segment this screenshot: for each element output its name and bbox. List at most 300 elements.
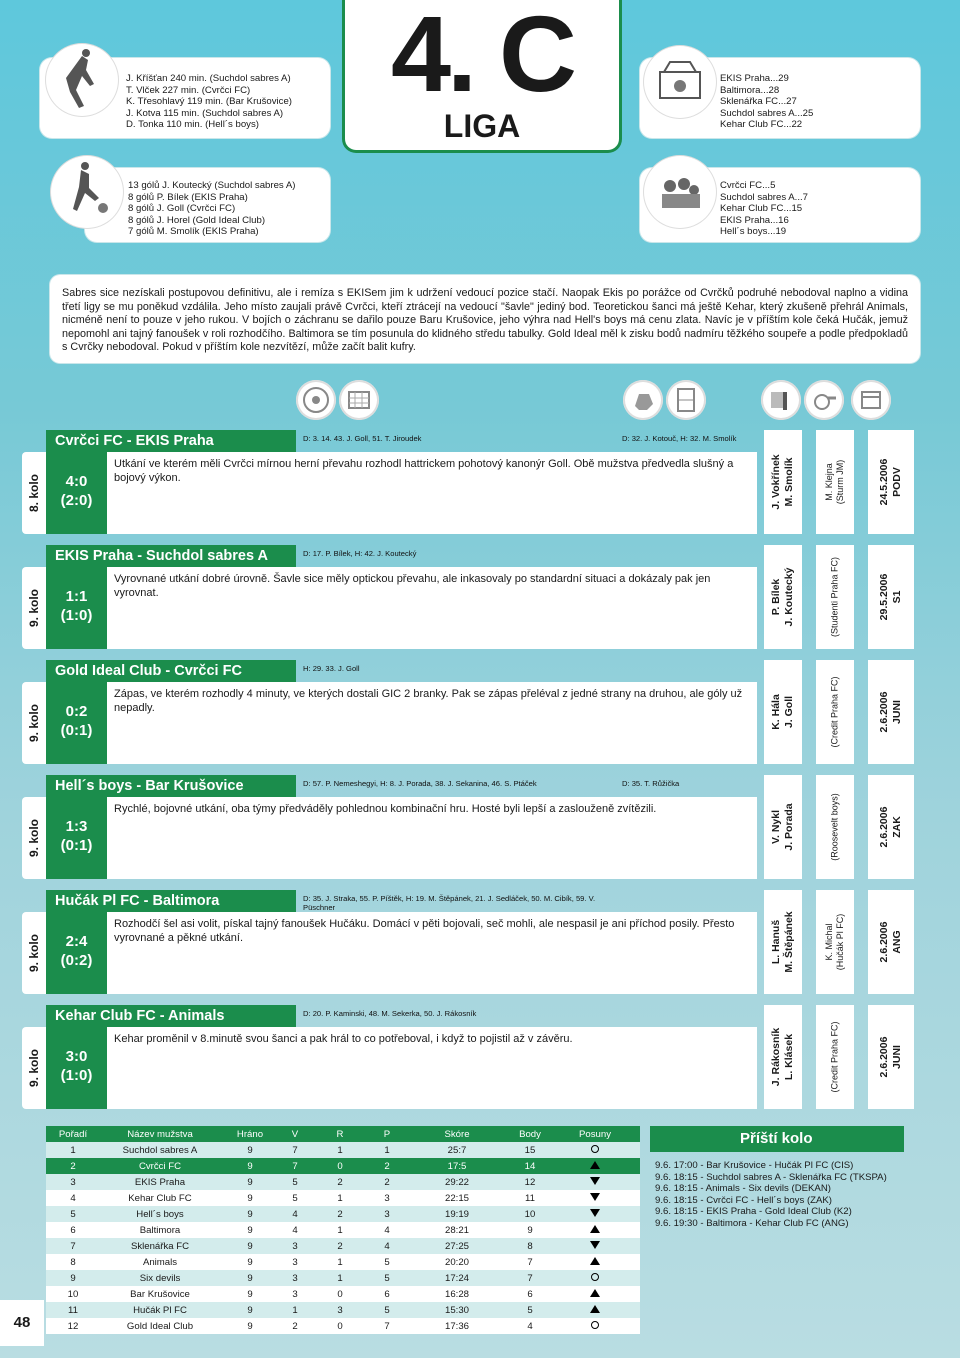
best-players	[764, 890, 802, 994]
standings-header-row	[46, 1126, 640, 1142]
score-box	[46, 797, 107, 879]
best-player-1: L. Hanuš	[770, 919, 782, 965]
minutes-item: D. Tonka 110 min. (Hell´s boys)	[126, 119, 259, 131]
no-change-icon	[591, 1145, 599, 1153]
match-card	[22, 1005, 942, 1109]
table-cell: 3	[280, 1286, 310, 1302]
pitch-icon	[666, 380, 706, 420]
fairplay-box	[640, 58, 920, 138]
table-cell: 11	[510, 1190, 550, 1206]
table-cell: 19:19	[404, 1206, 510, 1222]
table-cell: 15:30	[404, 1302, 510, 1318]
best-player-1: J. Rákosník	[770, 1027, 782, 1087]
goals-list	[128, 180, 328, 238]
table-cell: Animals	[100, 1254, 220, 1270]
cards-item: Kehar Club FC...15	[720, 203, 803, 215]
fairplay-item: Kehar Club FC...22	[720, 119, 803, 131]
table-cell: 9	[220, 1190, 280, 1206]
match-venue: ANG	[891, 930, 903, 954]
match-date: 2.6.2006	[878, 691, 890, 733]
table-cell: 9	[220, 1174, 280, 1190]
referee	[816, 430, 854, 534]
table-cell: 14	[510, 1158, 550, 1174]
referee-name: K. Michal	[824, 923, 834, 961]
table-cell: 5	[370, 1270, 404, 1286]
table-cell: 4	[370, 1222, 404, 1238]
scorers-home: D: 20. P. Kaminski, 48. M. Sekerka, 50. J. Rákosník	[303, 1009, 477, 1018]
table-row	[46, 1238, 640, 1254]
move-cell	[550, 1190, 640, 1206]
match-venue: PODV	[891, 467, 903, 497]
scorers-home: D: 3. 14. 43. J. Goll, 51. T. Jiroudek	[303, 434, 422, 443]
table-cell: 5	[280, 1174, 310, 1190]
whistle-icon	[804, 380, 844, 420]
table-cell: 1	[310, 1190, 370, 1206]
table-row	[46, 1174, 640, 1190]
table-cell: 9	[220, 1158, 280, 1174]
goals-box	[85, 168, 330, 242]
match-date: 24.5.2006	[878, 458, 890, 506]
standings-table	[46, 1126, 640, 1334]
minutes-item: J. Kotva 115 min. (Suchdol sabres A)	[126, 107, 284, 119]
table-cell: Suchdol sabres A	[100, 1142, 220, 1158]
minutes-item: T. Vlček 227 min. (Cvrčci FC)	[126, 84, 251, 96]
col-losses: P	[370, 1126, 404, 1142]
table-cell: 7	[370, 1318, 404, 1334]
final-score: 1:3	[65, 818, 88, 835]
move-cell	[550, 1206, 640, 1222]
match-title: Gold Ideal Club - Cvrčci FC	[46, 660, 296, 682]
round-label	[22, 452, 46, 534]
round-label	[22, 682, 46, 764]
no-change-icon	[591, 1321, 599, 1329]
table-cell: 2	[370, 1158, 404, 1174]
trophy-icon	[644, 46, 716, 118]
next-round-item: 9.6. 18:15 - EKIS Praha - Gold Ideal Club (K2)	[655, 1206, 852, 1218]
match-body	[107, 797, 757, 879]
final-score: 4:0	[65, 473, 88, 490]
fairplay-item: Baltimora...28	[720, 84, 780, 96]
match-title: Kehar Club FC - Animals	[46, 1005, 296, 1027]
glove-icon	[623, 380, 663, 420]
next-round-header	[650, 1126, 904, 1152]
scorers-home: H: 29. 33. J. Goll	[303, 664, 360, 673]
table-row	[46, 1302, 640, 1318]
table-cell: 5	[510, 1302, 550, 1318]
table-cell: 9	[220, 1254, 280, 1270]
half-score: (0:2)	[60, 952, 93, 969]
best-player-1: K. Hála	[770, 694, 782, 730]
standings-table-wrap	[46, 1126, 640, 1334]
table-cell: 8	[46, 1254, 100, 1270]
table-cell: 3	[310, 1302, 370, 1318]
table-cell: 9	[510, 1222, 550, 1238]
move-cell	[550, 1318, 640, 1334]
referee-club: (Credit Praha FC)	[829, 676, 840, 748]
final-score: 0:2	[65, 703, 88, 720]
round-label	[22, 567, 46, 649]
score-box	[46, 912, 107, 994]
number-one-icon	[761, 380, 801, 420]
match-venue: ZAK	[891, 816, 903, 838]
final-score: 2:4	[65, 933, 88, 950]
match-report: Rychlé, bojovné utkání, oba týmy předváděly pohlednou kombinační hru. Hosté byli lepší a zaslouženě zvítězili.	[114, 803, 657, 815]
table-cell: 7	[510, 1270, 550, 1286]
match-title: Hell´s boys - Bar Krušovice	[46, 775, 296, 797]
scorers-away: D: 35. T. Růžička	[622, 779, 680, 788]
table-cell: 3	[280, 1254, 310, 1270]
table-cell: Baltimora	[100, 1222, 220, 1238]
minutes-list	[126, 73, 326, 131]
minutes-box	[40, 58, 330, 138]
table-cell: 2	[310, 1174, 370, 1190]
referee	[816, 545, 854, 649]
move-cell	[550, 1158, 640, 1174]
cards-item: EKIS Praha...16	[720, 214, 789, 226]
move-cell	[550, 1302, 640, 1318]
table-cell: 7	[510, 1254, 550, 1270]
table-cell: 16:28	[404, 1286, 510, 1302]
table-cell: 4	[46, 1190, 100, 1206]
best-player-2: M. Štěpánek	[783, 911, 795, 973]
best-players	[764, 1005, 802, 1109]
table-cell: 10	[510, 1206, 550, 1222]
table-row	[46, 1222, 640, 1238]
table-cell: 3	[46, 1174, 100, 1190]
table-row	[46, 1286, 640, 1302]
arrow-up-icon	[590, 1257, 600, 1265]
table-cell: 3	[370, 1206, 404, 1222]
match-report: Zápas, ve kterém rozhodly 4 minuty, ve kterých dostali GIC 2 branky. Pak se zápas přeléval z jedné strany na druhou, ale góly už nepadly.	[114, 688, 743, 714]
score-box	[46, 1027, 107, 1109]
table-cell: 2	[46, 1158, 100, 1174]
goal-net-icon	[339, 380, 379, 420]
table-cell: 4	[510, 1318, 550, 1334]
table-cell: 2	[280, 1318, 310, 1334]
round-text: 9. kolo	[27, 933, 41, 973]
half-score: (2:0)	[60, 492, 93, 509]
move-cell	[550, 1270, 640, 1286]
match-venue: S1	[891, 590, 903, 604]
next-round-item: 9.6. 18:15 - Animals - Six devils (DEKAN)	[655, 1183, 831, 1195]
match-date: 2.6.2006	[878, 806, 890, 848]
match-title: Hučák Pl FC - Baltimora	[46, 890, 296, 912]
table-cell: Cvrčci FC	[100, 1158, 220, 1174]
table-cell: 5	[370, 1302, 404, 1318]
col-draws: R	[310, 1126, 370, 1142]
next-round-item: 9.6. 19:30 - Baltimora - Kehar Club FC (ANG)	[655, 1217, 849, 1229]
table-cell: 9	[220, 1206, 280, 1222]
table-cell: Sklenářka FC	[100, 1238, 220, 1254]
table-cell: 1	[280, 1302, 310, 1318]
table-cell: 7	[46, 1238, 100, 1254]
table-cell: 9	[220, 1142, 280, 1158]
match-body	[107, 452, 757, 534]
next-round-item: 9.6. 18:15 - Cvrčci FC - Hell´s boys (ZAK)	[655, 1194, 832, 1206]
move-cell	[550, 1238, 640, 1254]
date-venue	[868, 545, 914, 649]
table-cell: 1	[46, 1142, 100, 1158]
table-cell: 10	[46, 1286, 100, 1302]
table-cell: 9	[220, 1270, 280, 1286]
table-cell: 17:24	[404, 1270, 510, 1286]
referee-club: (Roosevelt boys)	[829, 793, 840, 861]
table-cell: 1	[310, 1270, 370, 1286]
match-body	[107, 567, 757, 649]
arrow-up-icon	[590, 1225, 600, 1233]
round-text: 8. kolo	[27, 473, 41, 513]
table-cell: 27:25	[404, 1238, 510, 1254]
referee-club: (Sturm JM)	[835, 459, 845, 505]
goals-item: 8 gólů J. Horel (Gold Ideal Club)	[128, 214, 266, 226]
move-cell	[550, 1142, 640, 1158]
final-score: 3:0	[65, 1048, 88, 1065]
next-round-title: Příští kolo	[740, 1130, 813, 1147]
table-cell: 11	[46, 1302, 100, 1318]
round-text: 9. kolo	[27, 1048, 41, 1088]
match-venue: JUNI	[891, 700, 903, 724]
best-player-2: J. Porada	[783, 803, 795, 851]
move-cell	[550, 1286, 640, 1302]
summary-box	[50, 275, 920, 363]
table-cell: 0	[310, 1158, 370, 1174]
match-report: Utkání ve kterém měli Cvrčci mírnou herní převahu rozhodl hattrickem pohotový kanonýr Goll. Obě mužstva předvedla slušný a bojový výkon.	[114, 458, 734, 484]
table-cell: 9	[220, 1238, 280, 1254]
table-cell: 9	[46, 1270, 100, 1286]
table-cell: 1	[310, 1222, 370, 1238]
arrow-up-icon	[590, 1161, 600, 1169]
referee-club: (Hučák Pl FC)	[835, 913, 845, 971]
final-score: 1:1	[65, 588, 88, 605]
arrow-down-icon	[590, 1177, 600, 1185]
scorers-away: D: 32. J. Kotouč, H: 32. M. Smolík	[622, 434, 737, 443]
col-team: Název mužstva	[100, 1126, 220, 1142]
header	[0, 0, 960, 250]
table-row	[46, 1270, 640, 1286]
cards-item: Cvrčci FC...5	[720, 180, 776, 191]
referee	[816, 660, 854, 764]
table-cell: 12	[46, 1318, 100, 1334]
referee	[816, 775, 854, 879]
arrow-up-icon	[590, 1305, 600, 1313]
match-title: Cvrčci FC - EKIS Praha	[46, 430, 296, 452]
best-players	[764, 430, 802, 534]
table-cell: 20:20	[404, 1254, 510, 1270]
match-card	[22, 660, 942, 764]
round-text: 9. kolo	[27, 588, 41, 628]
table-cell: 9	[220, 1286, 280, 1302]
score-box	[46, 452, 107, 534]
table-cell: 4	[280, 1206, 310, 1222]
match-body	[107, 1027, 757, 1109]
table-cell: 5	[280, 1190, 310, 1206]
goals-item: 13 gólů J. Koutecký (Suchdol sabres A)	[128, 180, 296, 191]
match-card	[22, 545, 942, 649]
table-cell: 5	[370, 1254, 404, 1270]
table-cell: 15	[510, 1142, 550, 1158]
table-cell: 5	[46, 1206, 100, 1222]
table-cell: 7	[280, 1158, 310, 1174]
table-cell: 1	[310, 1142, 370, 1158]
fairplay-list	[720, 73, 915, 131]
table-cell: 17:5	[404, 1158, 510, 1174]
col-rank: Pořadí	[46, 1126, 100, 1142]
table-cell: 1	[370, 1142, 404, 1158]
table-cell: 0	[310, 1318, 370, 1334]
table-row	[46, 1190, 640, 1206]
referee	[816, 1005, 854, 1109]
cards-item: Suchdol sabres A...7	[720, 191, 808, 203]
best-player-1: P. Bílek	[770, 578, 782, 616]
table-cell: 6	[510, 1286, 550, 1302]
best-player-2: J. Koutecký	[783, 567, 795, 627]
cards-box	[640, 168, 920, 242]
table-cell: 3	[370, 1190, 404, 1206]
table-cell: 9	[220, 1302, 280, 1318]
match-card	[22, 890, 942, 994]
table-cell: 29:22	[404, 1174, 510, 1190]
arrow-down-icon	[590, 1209, 600, 1217]
score-box	[46, 567, 107, 649]
best-player-2: M. Smolík	[783, 457, 795, 507]
score-box	[46, 682, 107, 764]
league-word: LIGA	[443, 108, 521, 144]
date-venue	[868, 775, 914, 879]
referee-club: (Studenti Praha FC)	[829, 556, 840, 638]
table-cell: Bar Krušovice	[100, 1286, 220, 1302]
table-cell: 17:36	[404, 1318, 510, 1334]
table-cell: 2	[310, 1206, 370, 1222]
table-cell: 2	[310, 1238, 370, 1254]
minutes-item: J. Kříšťan 240 min. (Suchdol sabres A)	[126, 73, 291, 84]
col-moves: Posuny	[550, 1126, 640, 1142]
league-title	[342, 0, 622, 153]
goals-item: 8 gólů P. Bílek (EKIS Praha)	[128, 191, 248, 203]
table-cell: 6	[370, 1286, 404, 1302]
round-text: 9. kolo	[27, 818, 41, 858]
fairplay-item: Sklenářka FC...27	[720, 96, 797, 108]
best-players	[764, 545, 802, 649]
round-text: 9. kolo	[27, 703, 41, 743]
next-round-item: 9.6. 18:15 - Suchdol sabres A - Sklenářka FC (TKSPA)	[655, 1171, 887, 1183]
no-change-icon	[591, 1273, 599, 1281]
col-wins: V	[280, 1126, 310, 1142]
kicker-icon	[51, 156, 123, 228]
page-number-box	[0, 1300, 44, 1346]
table-cell: 4	[280, 1222, 310, 1238]
best-players	[764, 775, 802, 879]
table-cell: 8	[510, 1238, 550, 1254]
table-row	[46, 1158, 640, 1174]
table-cell: 25:7	[404, 1142, 510, 1158]
arrow-down-icon	[590, 1241, 600, 1249]
move-cell	[550, 1222, 640, 1238]
next-round-list	[655, 1160, 915, 1230]
table-cell: Hučák Pl FC	[100, 1302, 220, 1318]
move-cell	[550, 1254, 640, 1270]
date-venue	[868, 660, 914, 764]
minutes-item: K. Třesohlavý 119 min. (Bar Krušovice)	[126, 96, 292, 108]
table-cell: 2	[370, 1174, 404, 1190]
table-row	[46, 1318, 640, 1334]
best-player-1: J. Vokřínek	[770, 454, 782, 510]
goals-item: 8 gólů J. Goll (Cvrčci FC)	[128, 203, 236, 215]
table-row	[46, 1206, 640, 1222]
match-body	[107, 682, 757, 764]
col-score: Skóre	[404, 1126, 510, 1142]
match-date: 2.6.2006	[878, 1036, 890, 1078]
round-label	[22, 1027, 46, 1109]
half-score: (0:1)	[60, 837, 93, 854]
table-cell: 3	[280, 1238, 310, 1254]
best-players	[764, 660, 802, 764]
page-number: 48	[13, 1314, 31, 1331]
match-report: Kehar proměnil v 8.minutě svou šanci a pak hrál to co potřeboval, i když to pojistil až v závěru.	[114, 1033, 573, 1045]
best-player-1: V. Nykl	[770, 809, 782, 845]
summary-text: Sabres sice nezískali postupovou definitivu, ale i remíza s EKISem jim k udržení vedoucí pozice stačí. Naopak Ekis po porážce od Cvrčků podruhé nebodoval naplno a vidina třetí ligy se mu poněkud vzdálila. Jeho místo zaujali právě Cvrčci, kteří ztrácejí na vedoucí "šavle" jediný bod. Teoretickou šanci má ještě Kehar, který zkušeně přehrál Animals, nicméně není to pouze v jeho rukou. V bojích o záchranu se dařilo pouze Baru Krušovice, jeho výhra nad Hell's boys má cenu zlata. Navíc je v příštím kole čeká Hučák, jemuž nepomohl ani tajný fanoušek v roli rozhodčího. Baltimora se tím posunula do klidného středu tabulky. Gold Ideal měl k zisku bodů nadmíru těžkého soupeře a podle předpokladů s Cvrčky nebodoval. Pokud v příštím kole nezvítězí, může začít balit kufry.	[62, 287, 908, 354]
half-score: (0:1)	[60, 722, 93, 739]
match-date: 2.6.2006	[878, 921, 890, 963]
match-title: EKIS Praha - Suchdol sabres A	[46, 545, 296, 567]
date-venue	[868, 890, 914, 994]
table-cell: 7	[280, 1142, 310, 1158]
table-cell: 12	[510, 1174, 550, 1190]
match-venue: JUNI	[891, 1045, 903, 1069]
table-cell: Hell´s boys	[100, 1206, 220, 1222]
best-player-2: L. Klásek	[783, 1033, 795, 1081]
table-cell: EKIS Praha	[100, 1174, 220, 1190]
table-cell: 9	[220, 1222, 280, 1238]
ball-icon	[296, 380, 336, 420]
match-body	[107, 912, 757, 994]
arrow-down-icon	[590, 1193, 600, 1201]
referee-name: M. Klejna	[824, 463, 834, 501]
best-player-2: J. Goll	[783, 695, 795, 729]
col-played: Hráno	[220, 1126, 280, 1142]
round-label	[22, 912, 46, 994]
league-number: 4. C	[390, 0, 574, 114]
match-report: Rozhodčí šel asi volit, pískal tajný fanoušek Hučáku. Domácí v pěti bojovali, seč mohli, ale nespasil je ani příchod posily. Přesto vyrovnané a pěkné utkání.	[114, 918, 735, 944]
fairplay-item: Suchdol sabres A...25	[720, 107, 814, 119]
referee	[816, 890, 854, 994]
table-cell: Six devils	[100, 1270, 220, 1286]
table-row	[46, 1142, 640, 1158]
table-cell: Gold Ideal Club	[100, 1318, 220, 1334]
col-points: Body	[510, 1126, 550, 1142]
referee-club: (Credit Praha FC)	[829, 1021, 840, 1093]
table-row	[46, 1254, 640, 1270]
half-score: (1:0)	[60, 607, 93, 624]
arrow-up-icon	[590, 1289, 600, 1297]
table-cell: 9	[220, 1318, 280, 1334]
match-report: Vyrovnané utkání dobré úrovně. Šavle sice měly optickou převahu, ale inkasovaly po standardní situaci a dokázaly pak jen vyrovnat.	[114, 573, 711, 599]
scorers-home: D: 17. P. Bílek, H: 42. J. Koutecký	[303, 549, 417, 558]
table-cell: 4	[370, 1238, 404, 1254]
table-cell: 6	[46, 1222, 100, 1238]
table-cell: 3	[280, 1270, 310, 1286]
scorers-home: D: 57. P. Nemeshegyi, H: 8. J. Porada, 38. J. Sekanina, 46. S. Ptáček	[303, 779, 537, 788]
table-cell: 22:15	[404, 1190, 510, 1206]
table-cell: 0	[310, 1286, 370, 1302]
standings-body	[46, 1142, 640, 1334]
cards-list	[720, 180, 915, 238]
match-card	[22, 430, 942, 534]
fairplay-item: EKIS Praha...29	[720, 73, 789, 84]
table-cell: 1	[310, 1254, 370, 1270]
scorers-home: D: 35. J. Straka, 55. P. Píštěk, H: 19. M. Štěpánek, 21. J. Sedláček, 50. M. Cibík, 59. V. Püschner	[303, 894, 596, 912]
match-date: 29.5.2006	[878, 573, 890, 621]
goals-item: 7 gólů M. Smolík (EKIS Praha)	[128, 226, 259, 238]
